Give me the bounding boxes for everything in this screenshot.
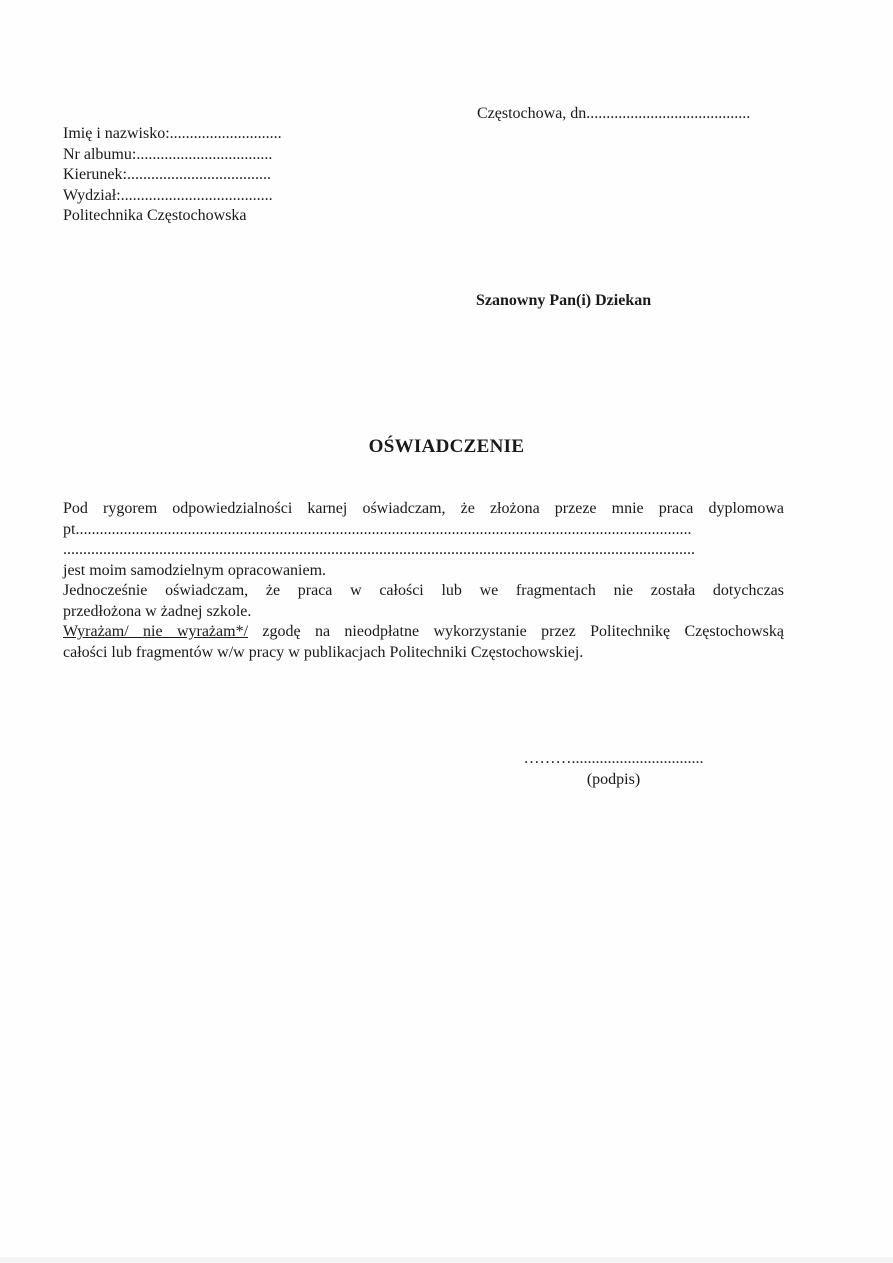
thesis-title-line-1: pt.......................................................................................................................................................... (63, 520, 692, 538)
university-name: Politechnika Częstochowska (63, 207, 247, 224)
document-title: OŚWIADCZENIE (368, 436, 525, 457)
thesis-title-line-2: .............................................................................................................................................................. (63, 541, 695, 558)
declaration-body (63, 499, 784, 663)
signature-block (517, 748, 710, 790)
place-date-line: Częstochowa, dn......................................... (477, 105, 751, 122)
signature-line: ………................................. (523, 750, 704, 767)
body-line-8: całości lub fragmentów w/w pracy w publikacjach Politechniki Częstochowskiej. (63, 643, 584, 661)
scan-edge (0, 1257, 893, 1263)
addressee: Szanowny Pan(i) Dziekan (476, 292, 652, 309)
consent-text: zgodę na nieodpłatne wykorzystanie przez Politechnikę Częstochowską (248, 623, 784, 640)
body-line-6: przedłożona w żadnej szkole. (63, 602, 252, 620)
faculty-field-line: Wydział:...................................... (63, 186, 273, 204)
name-field-line: Imię i nazwisko:............................ (63, 125, 282, 142)
body-line-4: jest moim samodzielnym opracowaniem. (63, 561, 327, 579)
field-of-study-line: Kierunek:.................................... (63, 166, 271, 183)
album-number-field-line: Nr albumu:.................................. (63, 145, 273, 163)
student-info-block (63, 124, 282, 227)
body-line-5: Jednocześnie oświadczam, że praca w całości lub we fragmentach nie została dotychczas (63, 582, 784, 599)
signature-caption: (podpis) (586, 771, 641, 788)
body-line-1: Pod rygorem odpowiedzialności karnej oświadczam, że złożona przeze mnie praca dyplomowa (63, 500, 784, 517)
consent-line (63, 622, 784, 643)
consent-choice: Wyrażam/ nie wyrażam*/ (63, 623, 249, 640)
